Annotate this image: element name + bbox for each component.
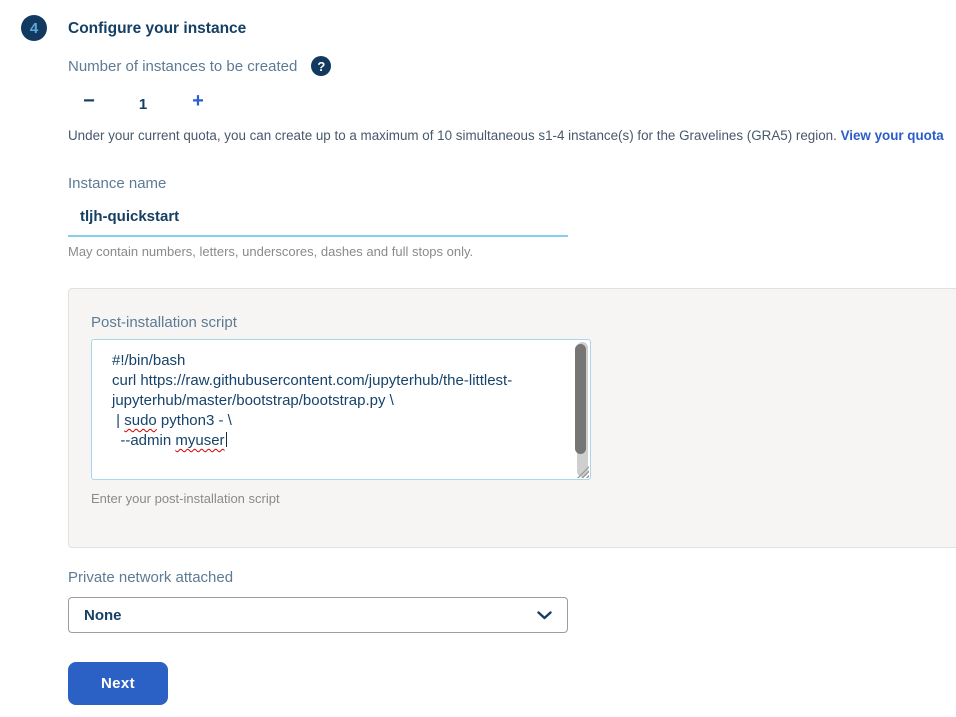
next-button[interactable]: Next [68, 662, 168, 705]
post-install-textarea[interactable] [91, 339, 591, 480]
post-install-helper: Enter your post-installation script [91, 491, 280, 506]
instance-name-label: Instance name [68, 175, 167, 192]
increment-button[interactable]: + [192, 90, 204, 112]
page-title: Configure your instance [68, 20, 247, 37]
post-install-label: Post-installation script [91, 314, 237, 331]
question-mark-icon[interactable]: ? [311, 56, 331, 76]
quota-message: Under your current quota, you can create up to a maximum of 10 simultaneous s1-4 instance(s) for the Gravelines (GRA5) region. [68, 128, 837, 143]
instance-count-label: Number of instances to be created [68, 57, 298, 75]
private-network-select[interactable] [68, 597, 568, 633]
private-network-selected-value: None [84, 606, 122, 624]
script-text: #!/bin/bash curl https://raw.githubusercontent.com/jupyterhub/the-littlest- jupyterhub/master/bootstrap/bootstrap.py \ | sudo python3 - \ --admin myuser [112, 352, 513, 449]
step-number-badge [21, 15, 47, 41]
quota-text [68, 127, 953, 144]
decrement-button[interactable]: − [83, 90, 95, 112]
post-install-card [68, 288, 956, 548]
private-network-label: Private network attached [68, 569, 234, 586]
scrollbar-thumb[interactable] [575, 344, 586, 454]
instance-count-row [68, 56, 331, 76]
scrollbar-track[interactable] [577, 342, 588, 477]
instance-name-input[interactable] [68, 201, 568, 237]
step-number: 4 [29, 19, 39, 37]
view-quota-link[interactable]: View your quota [840, 128, 944, 143]
instance-count-value: 1 [138, 96, 148, 113]
chevron-down-icon [537, 611, 552, 620]
instance-name-helper: May contain numbers, letters, underscores, dashes and full stops only. [68, 244, 474, 259]
